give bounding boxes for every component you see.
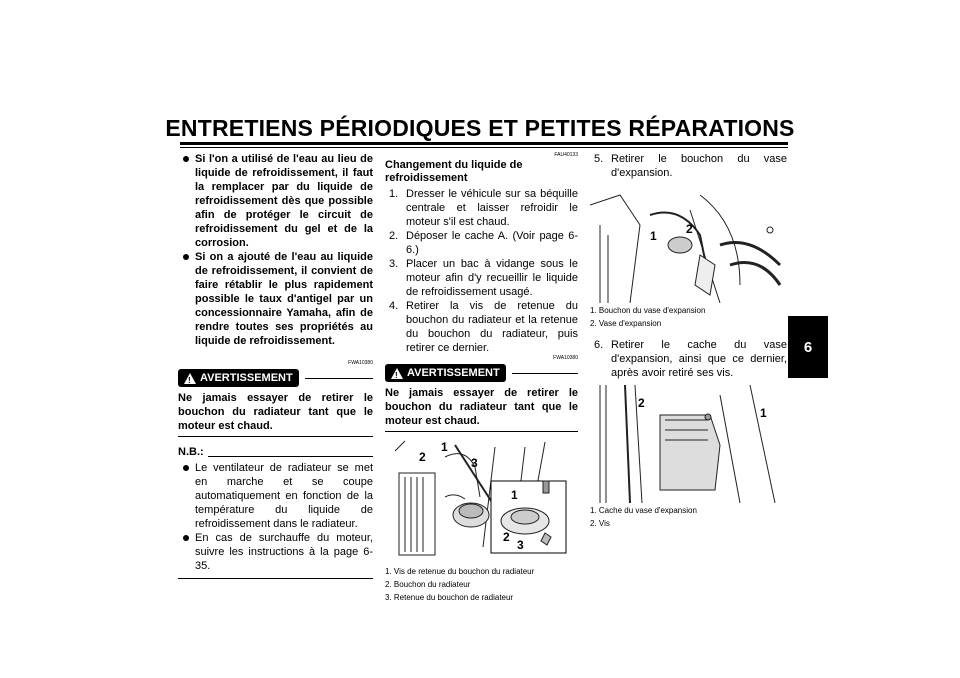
warning-label: AVERTISSEMENT (200, 372, 293, 384)
warning-triangle-icon: ! (391, 368, 403, 379)
warning-rule (385, 431, 578, 432)
nb-list (178, 461, 373, 573)
figure-caption (385, 565, 578, 604)
figure-label: 1 (511, 488, 518, 502)
expansion-cap-figure (590, 185, 785, 303)
nb-rule (178, 578, 373, 579)
nb-header (178, 445, 373, 459)
figure-label: 1 (441, 440, 448, 454)
figure-label: 2 (638, 396, 645, 410)
chapter-tab: 6 (788, 316, 828, 378)
column-middle (385, 152, 578, 604)
steps-list (590, 338, 787, 380)
caption-item: 1. Cache du vase d'expansion (590, 506, 697, 515)
section-code: FAU40133 (554, 152, 578, 158)
list-item: Si l'on a utilisé de l'eau au lieu de liquide de refroidissement, il faut la remplacer par du liquide de refroidissement dès que possible afin de protéger le circuit de refroidissement du gel et de la corrosion. (178, 152, 373, 250)
figure-label: 3 (517, 538, 524, 552)
warning-rule (178, 436, 373, 437)
header-rule-thin (180, 147, 788, 148)
figure-caption (590, 504, 787, 530)
warning-label: AVERTISSEMENT (407, 367, 500, 379)
warning-code: FWA10380 (348, 360, 373, 366)
caption-item: 1. Vis de retenue du bouchon du radiateur (385, 567, 535, 576)
column-right (590, 152, 787, 530)
figure-label: 3 (471, 456, 478, 470)
list-item: 2. Déposer le cache A. (Voir page 6-6.) (389, 230, 578, 256)
section-title: Changement du liquide de refroidissement (385, 159, 523, 184)
list-item: 5. Retirer le bouchon du vase d'expansion. (594, 153, 787, 179)
warning-header (385, 364, 578, 382)
caption-item: 1. Bouchon du vase d'expansion (590, 306, 706, 315)
list-item: En cas de surchauffe du moteur, suivre les instructions à la page 6-35. (178, 531, 373, 573)
list-item: Si on a ajouté de l'eau au liquide de refroidissement, il convient de faire rétablir le plus rapidement possible le taux d'antigel par un concessionnaire Yamaha, afin de rendre toutes ses propriétés au liquide de refroidissement. (178, 250, 373, 348)
warning-code: FWA10380 (553, 355, 578, 361)
column-left (178, 152, 373, 579)
figure-label: 2 (503, 530, 510, 544)
list-item: 6. Retirer le cache du vase d'expansion, ainsi que ce dernier, après avoir retiré ses vis. (594, 339, 787, 379)
list-item: 3. Placer un bac à vidange sous le moteur afin d'y recueillir le liquide de refroidissement usagé. (389, 258, 578, 298)
expansion-cover-figure (590, 385, 785, 503)
figure-label: 1 (760, 406, 767, 420)
caption-item: 2. Bouchon du radiateur (385, 580, 471, 589)
nb-label: N.B.: (178, 446, 204, 458)
warning-triangle-icon: ! (184, 373, 196, 384)
list-item: 1. Dresser le véhicule sur sa béquille centrale et laisser refroidir le moteur s'il est chaud. (389, 188, 578, 228)
radiator-cap-figure (385, 437, 578, 557)
warning-text: Ne jamais essayer de retirer le bouchon du radiateur tant que le moteur est chaud. (178, 392, 373, 432)
warning-header (178, 369, 373, 387)
figure-label: 2 (419, 450, 426, 464)
steps-list (385, 187, 578, 355)
coolant-notes-list (178, 152, 373, 348)
caption-item: 3. Retenue du bouchon de radiateur (385, 593, 514, 602)
figure-label: 2 (686, 222, 693, 236)
figure-caption (590, 304, 787, 330)
page-title: ENTRETIENS PÉRIODIQUES ET PETITES RÉPARATIONS (165, 115, 795, 141)
caption-item: 2. Vase d'expansion (590, 319, 662, 328)
list-item: 4. Retirer la vis de retenue du bouchon du radiateur et la retenue du bouchon du radiateur, puis retirer ce dernier. (389, 300, 578, 354)
list-item: Le ventilateur de radiateur se met en marche et se coupe automatiquement en fonction de la température du liquide de refroidissement dans le radiateur. (178, 461, 373, 531)
figure-label: 1 (650, 229, 657, 243)
steps-list (590, 152, 787, 180)
header-rule (180, 142, 788, 145)
caption-item: 2. Vis (590, 519, 610, 528)
warning-text: Ne jamais essayer de retirer le bouchon du radiateur tant que le moteur est chaud. (385, 387, 578, 427)
